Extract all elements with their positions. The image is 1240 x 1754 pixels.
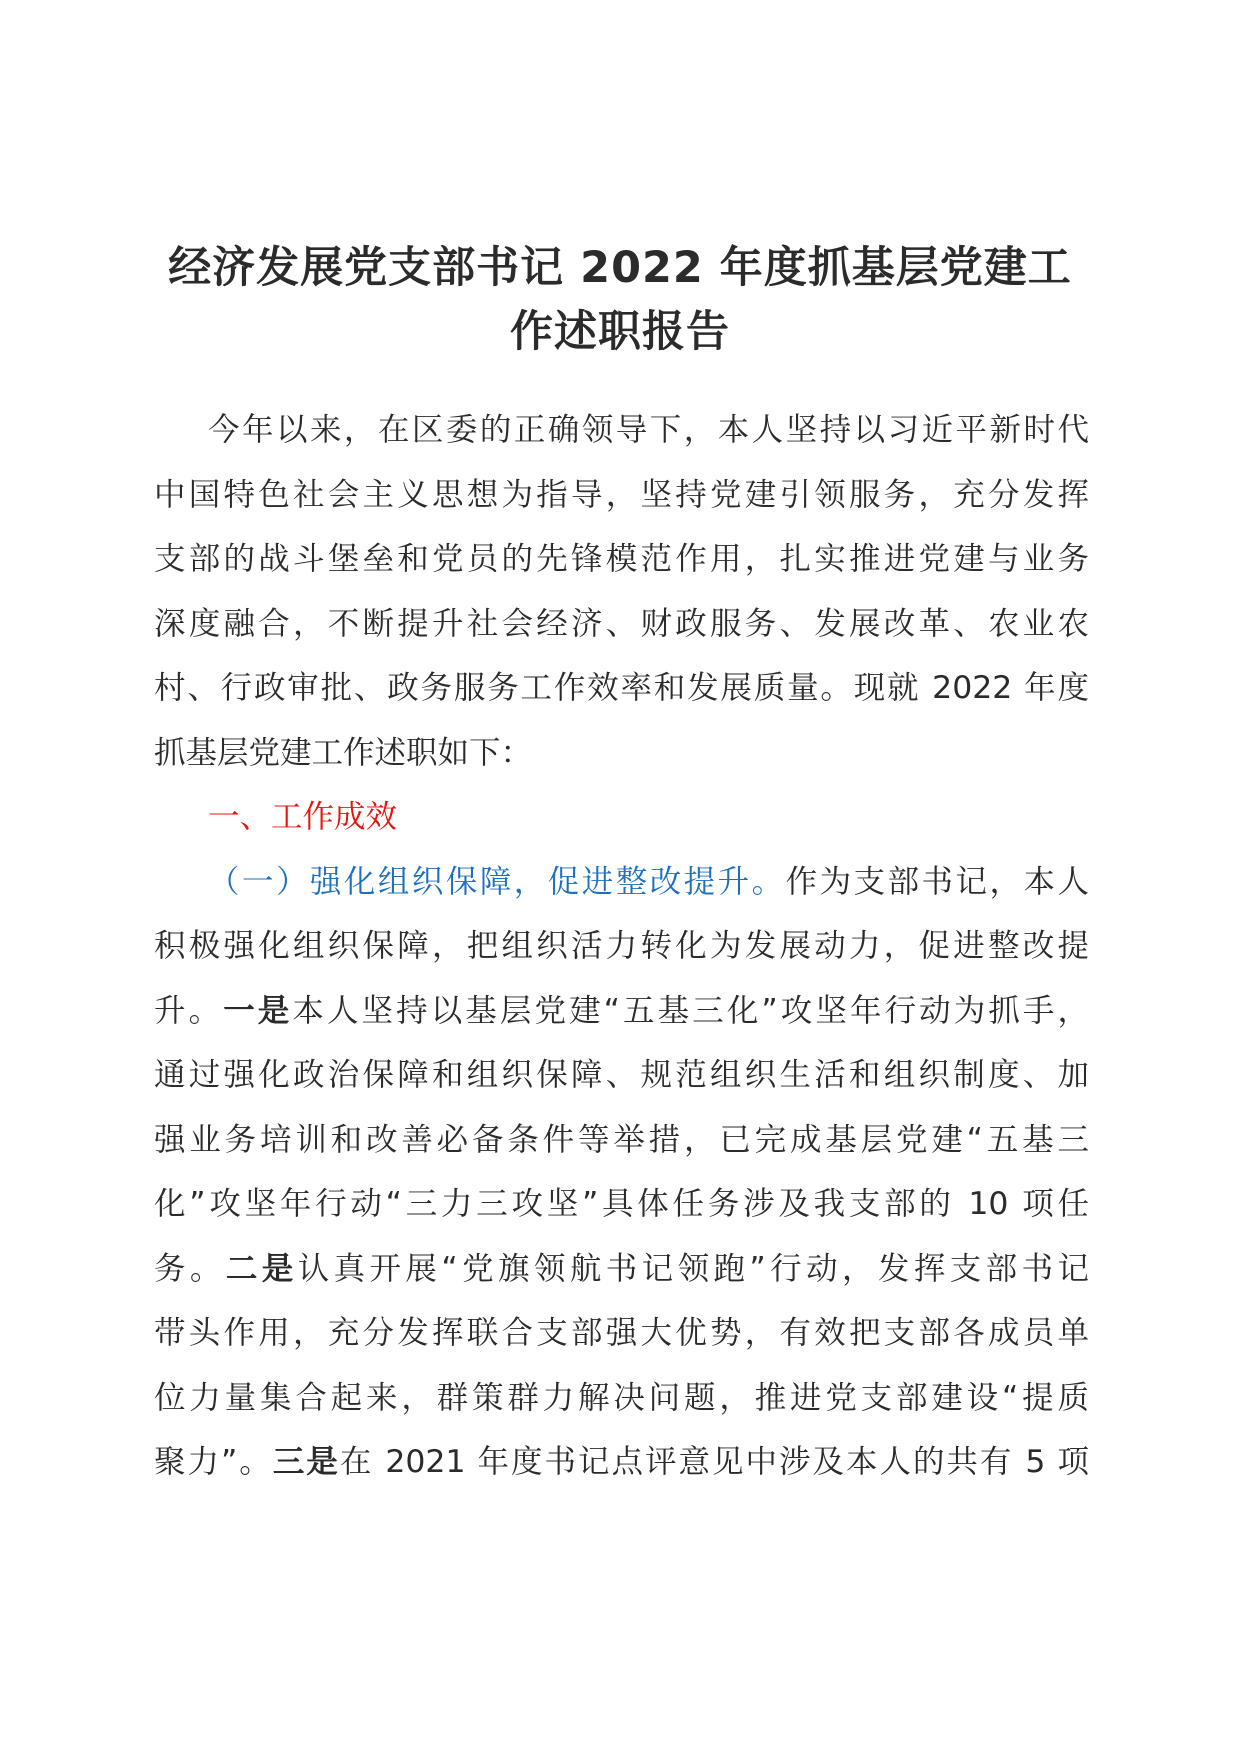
paragraph-line xyxy=(154,1430,1089,1495)
intro-line: 今年以来，在区委的正确领导下，本人坚持以习近平新时代 xyxy=(208,412,1089,448)
paragraph-text: 升。 xyxy=(154,992,224,1029)
point-label: 三是 xyxy=(272,1444,340,1480)
paragraph-text: 务。 xyxy=(154,1250,226,1287)
paragraph-text: 本人坚持以基层党建“五基三化”攻坚年行动为抓手， xyxy=(292,992,1089,1029)
paragraph-text: 聚力”。 xyxy=(154,1444,273,1480)
intro-line: 支部的战斗堡垒和党员的先锋模范作用，扎实推进党建与业务 xyxy=(154,541,1089,577)
paragraph-line: 通过强化政治保障和组织保障、规范组织生活和组织制度、加 xyxy=(154,1057,1089,1093)
paragraph-line: 带头作用，充分发挥联合支部强大优势，有效把支部各成员单 xyxy=(154,1315,1089,1351)
paragraph-line xyxy=(154,979,1089,1044)
intro-line: 深度融合，不断提升社会经济、财政服务、发展改革、农业农 xyxy=(154,605,1089,642)
subsection-heading: （一）强化组织保障，促进整改提升。 xyxy=(208,863,786,900)
paragraph-text: 在 2021 年度书记点评意见中涉及本人的共有 5 项 xyxy=(339,1444,1089,1480)
paragraph-line: 积极强化组织保障，把组织活力转化为发展动力，促进整改提 xyxy=(154,928,1089,964)
paragraph-text: 作为支部书记，本人 xyxy=(785,863,1089,900)
paragraph-line: 位力量集合起来，群策群力解决问题，推进党支部建设“提质 xyxy=(154,1379,1089,1416)
title-line-1: 经济发展党支部书记 2022 年度抓基层党建工 xyxy=(168,243,1072,293)
section-heading: 一、工作成效 xyxy=(208,799,398,835)
paragraph-line xyxy=(154,850,1089,915)
paragraph-line xyxy=(154,1237,1089,1302)
intro-line: 中国特色社会主义思想为指导，坚持党建引领服务，充分发挥 xyxy=(154,476,1089,513)
intro-line: 村、行政审批、政务服务工作效率和发展质量。现就 2022 年度 xyxy=(154,670,1089,706)
document-title xyxy=(150,236,1090,364)
paragraph-text: 认真开展“党旗领航书记领跑”行动，发挥支部书记 xyxy=(297,1250,1089,1287)
document-body xyxy=(154,398,1089,1495)
intro-line: 抓基层党建工作述职如下： xyxy=(154,734,533,771)
point-label: 一是 xyxy=(223,992,293,1029)
point-label: 二是 xyxy=(225,1250,298,1287)
paragraph-line: 强业务培训和改善必备条件等举措，已完成基层党建“五基三 xyxy=(154,1121,1089,1158)
title-line-2: 作述职报告 xyxy=(510,307,730,357)
paragraph-line: 化”攻坚年行动“三力三攻坚”具体任务涉及我支部的 10 项任 xyxy=(154,1186,1089,1222)
